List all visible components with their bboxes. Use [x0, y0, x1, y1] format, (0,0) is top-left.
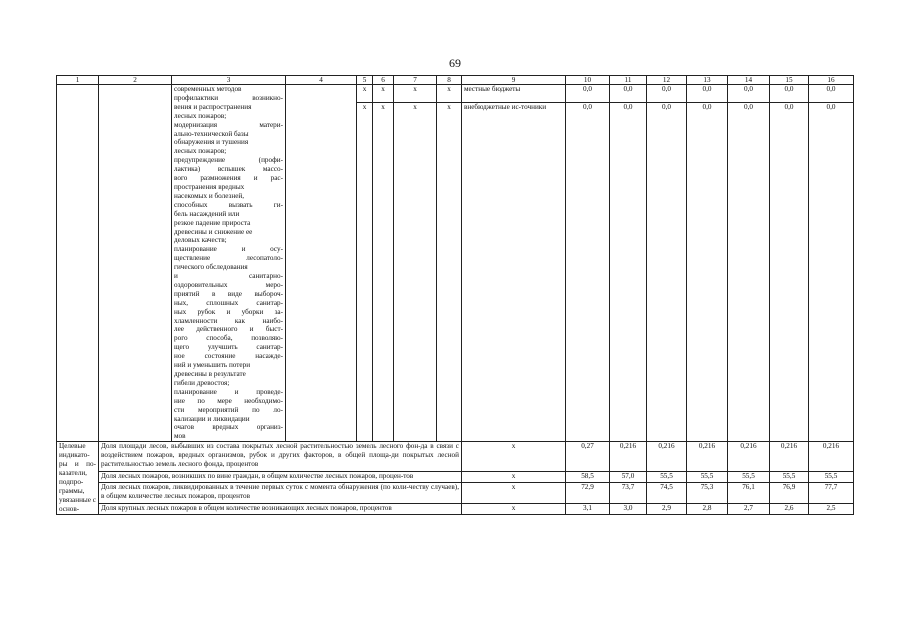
measure-text-line: древесины в результате — [174, 370, 246, 378]
value-cell: 0,216 — [647, 442, 687, 472]
value-cell: 2,5 — [809, 503, 854, 514]
program-table — [56, 75, 854, 515]
measure-description — [172, 85, 286, 442]
column-number: 3 — [172, 76, 286, 85]
value-cell: 76,9 — [770, 483, 809, 503]
measure-text-line: бель насаждений или — [174, 209, 240, 218]
funding-source: внебюджетные ис-точники — [462, 103, 566, 120]
indicator-text: Доля крупных лесных пожаров в общем количестве возникающих лесных пожаров, процентов — [99, 503, 462, 514]
column-number: 8 — [437, 76, 462, 85]
empty-cell — [610, 120, 647, 442]
value-cell: 55,5 — [647, 472, 687, 483]
measure-text-line: профилактики возникно- — [174, 93, 283, 102]
empty-cell — [647, 120, 687, 442]
measure-text-line: лактика) вспышек массо- — [174, 165, 283, 174]
column-number: 12 — [647, 76, 687, 85]
measure-text-line: кализации и ликвидации — [174, 414, 250, 423]
page-number: 69 — [449, 56, 461, 70]
value-cell: 0,0 — [566, 85, 610, 103]
value-cell: 2,7 — [728, 503, 770, 514]
measure-text-line: вения и распространения — [174, 102, 252, 111]
value-cell: 0,0 — [647, 85, 687, 103]
empty-cell — [687, 120, 728, 442]
measure-text-line: рого способа, позволяю- — [174, 334, 283, 343]
measure-text-line: деловых качеств; — [174, 236, 227, 245]
value-cell: 0,0 — [809, 85, 854, 103]
measure-text-lines — [174, 85, 283, 441]
indicator-row — [57, 442, 854, 472]
value-cell: 74,5 — [647, 483, 687, 503]
measure-text-line: ных рубок и уборки за- — [174, 307, 283, 316]
empty-cell — [57, 85, 99, 442]
empty-cell — [462, 120, 566, 442]
measure-text-line: способных вызвать ги- — [174, 200, 283, 209]
empty-cell — [770, 120, 809, 442]
column-number: 6 — [373, 76, 394, 85]
value-cell: 55,5 — [770, 472, 809, 483]
value-cell: 0,0 — [770, 103, 809, 120]
column-number: 9 — [462, 76, 566, 85]
indicator-mark: х — [462, 483, 566, 503]
measure-text-line: планирование и осу- — [174, 245, 283, 254]
measure-text-line: вого размножения и рас- — [174, 174, 283, 183]
cell-mark: х — [394, 103, 437, 120]
empty-cell — [728, 120, 770, 442]
value-cell: 0,216 — [809, 442, 854, 472]
measure-text-line: сти мероприятий по ло- — [174, 405, 283, 414]
measure-text-line: лесных пожаров; — [174, 111, 227, 120]
value-cell: 2,6 — [770, 503, 809, 514]
column-number: 1 — [57, 76, 99, 85]
measure-text-line: резкое падение прироста — [174, 218, 251, 227]
measure-text-line: обнаружения и тушения — [174, 138, 249, 147]
funding-source: местные бюджеты — [462, 85, 566, 103]
value-cell: 3,1 — [566, 503, 610, 514]
measure-text-line: и санитарно- — [174, 272, 283, 281]
value-cell: 0,0 — [809, 103, 854, 120]
column-number: 11 — [610, 76, 647, 85]
value-cell: 0,216 — [728, 442, 770, 472]
value-cell: 55,5 — [728, 472, 770, 483]
value-cell: 3,0 — [610, 503, 647, 514]
measure-text-line: лее действенного и быст- — [174, 325, 283, 334]
value-cell: 2,9 — [647, 503, 687, 514]
cell-mark: х — [357, 103, 373, 120]
cell-mark: х — [373, 85, 394, 103]
cell-mark: х — [394, 85, 437, 103]
value-cell: 0,0 — [610, 85, 647, 103]
value-cell: 0,0 — [770, 85, 809, 103]
measure-text-line: ний и уменьшить потери — [174, 361, 251, 370]
cell-mark: х — [437, 103, 462, 120]
cell-mark: х — [373, 103, 394, 120]
measure-text-line: насекомых и болезней, — [174, 191, 245, 200]
measure-text-line: современных методов — [174, 85, 242, 93]
column-number: 2 — [99, 76, 172, 85]
measure-text-line: планирование и проведе- — [174, 387, 283, 396]
indicator-row — [57, 483, 854, 503]
measure-text-line: ных, сплошных санитар- — [174, 298, 283, 307]
value-cell: 73,7 — [610, 483, 647, 503]
value-cell: 0,0 — [647, 103, 687, 120]
measure-text-line: предупреждение (профи- — [174, 156, 283, 165]
value-cell: 0,0 — [610, 103, 647, 120]
value-cell: 0,216 — [770, 442, 809, 472]
column-number: 10 — [566, 76, 610, 85]
column-number: 4 — [286, 76, 357, 85]
column-number: 5 — [357, 76, 373, 85]
measure-text-line: ально-технической базы — [174, 129, 249, 138]
value-cell: 0,216 — [687, 442, 728, 472]
measure-text-line: гического обследования — [174, 263, 248, 272]
measure-text-line: щего улучшить санитар- — [174, 343, 283, 352]
value-cell: 0,0 — [687, 103, 728, 120]
measure-text-line: очагов вредных организ- — [174, 423, 283, 432]
column-number: 13 — [687, 76, 728, 85]
value-cell: 58,5 — [566, 472, 610, 483]
measure-text-line: мов — [174, 432, 186, 441]
value-cell: 76,1 — [728, 483, 770, 503]
measure-text-line: гибели древостоя; — [174, 378, 230, 387]
measure-text-line: древесины и снижение ее — [174, 227, 253, 236]
value-cell: 2,8 — [687, 503, 728, 514]
measure-text-line: модернизация матери- — [174, 120, 283, 129]
column-number: 14 — [728, 76, 770, 85]
measure-text-line: ществление лесопатоло- — [174, 254, 283, 263]
indicator-text: Доля лесных пожаров, ликвидированных в течение первых суток с момента обнаружения (по коли-честву случаев), в общем количестве лесных пожаров, процентов — [99, 483, 462, 503]
measure-text-line: ние по мере необходимо- — [174, 396, 283, 405]
value-cell: 0,0 — [728, 85, 770, 103]
indicator-mark: х — [462, 472, 566, 483]
column-number: 15 — [770, 76, 809, 85]
value-cell: 75,3 — [687, 483, 728, 503]
column-number: 16 — [809, 76, 854, 85]
value-cell: 0,27 — [566, 442, 610, 472]
value-cell: 0,0 — [566, 103, 610, 120]
indicators-label: Целевые индикато-ры и по-казатели, подпро-граммы, увязанные с основ- — [57, 442, 99, 514]
empty-cell — [357, 120, 373, 442]
measure-text-line: приятий в виде выбороч- — [174, 289, 283, 298]
measure-text-line: ное состояние насажде- — [174, 352, 283, 361]
measure-text-line: хламленности как наибо- — [174, 316, 283, 325]
value-cell: 57,0 — [610, 472, 647, 483]
value-cell: 0,0 — [728, 103, 770, 120]
value-cell: 55,5 — [687, 472, 728, 483]
value-cell: 0,216 — [610, 442, 647, 472]
empty-cell — [99, 85, 172, 442]
empty-cell — [437, 120, 462, 442]
column-number: 7 — [394, 76, 437, 85]
indicator-row — [57, 503, 854, 514]
measure-text-line: лесных пожаров; — [174, 147, 227, 156]
cell-mark: х — [357, 85, 373, 103]
indicator-row — [57, 472, 854, 483]
value-cell: 0,0 — [687, 85, 728, 103]
measure-row-local-budgets — [57, 85, 854, 103]
empty-cell — [566, 120, 610, 442]
empty-cell — [809, 120, 854, 442]
indicator-mark: х — [462, 442, 566, 472]
value-cell: 77,7 — [809, 483, 854, 503]
indicator-mark: х — [462, 503, 566, 514]
measure-text-line: оздоровительных меро- — [174, 280, 283, 289]
empty-cell — [286, 85, 357, 442]
empty-cell — [373, 120, 394, 442]
indicator-text: Доля площади лесов, выбывших из состава покрытых лесной растительностью земель лесного фон-да в связи с воздействием пожаров, вредных организмов, рубок и других факторов, в общей площа-ди покрытых лесной растительностью земель лесного фонда, процентов — [99, 442, 462, 472]
cell-mark: х — [437, 85, 462, 103]
value-cell: 55,5 — [809, 472, 854, 483]
column-number-row — [57, 76, 854, 85]
value-cell: 72,9 — [566, 483, 610, 503]
indicator-text: Доля лесных пожаров, возникших по вине граждан, в общем количестве лесных пожаров, процен-тов — [99, 472, 462, 483]
measure-text-line: пространения вредных — [174, 182, 245, 191]
empty-cell — [394, 120, 437, 442]
